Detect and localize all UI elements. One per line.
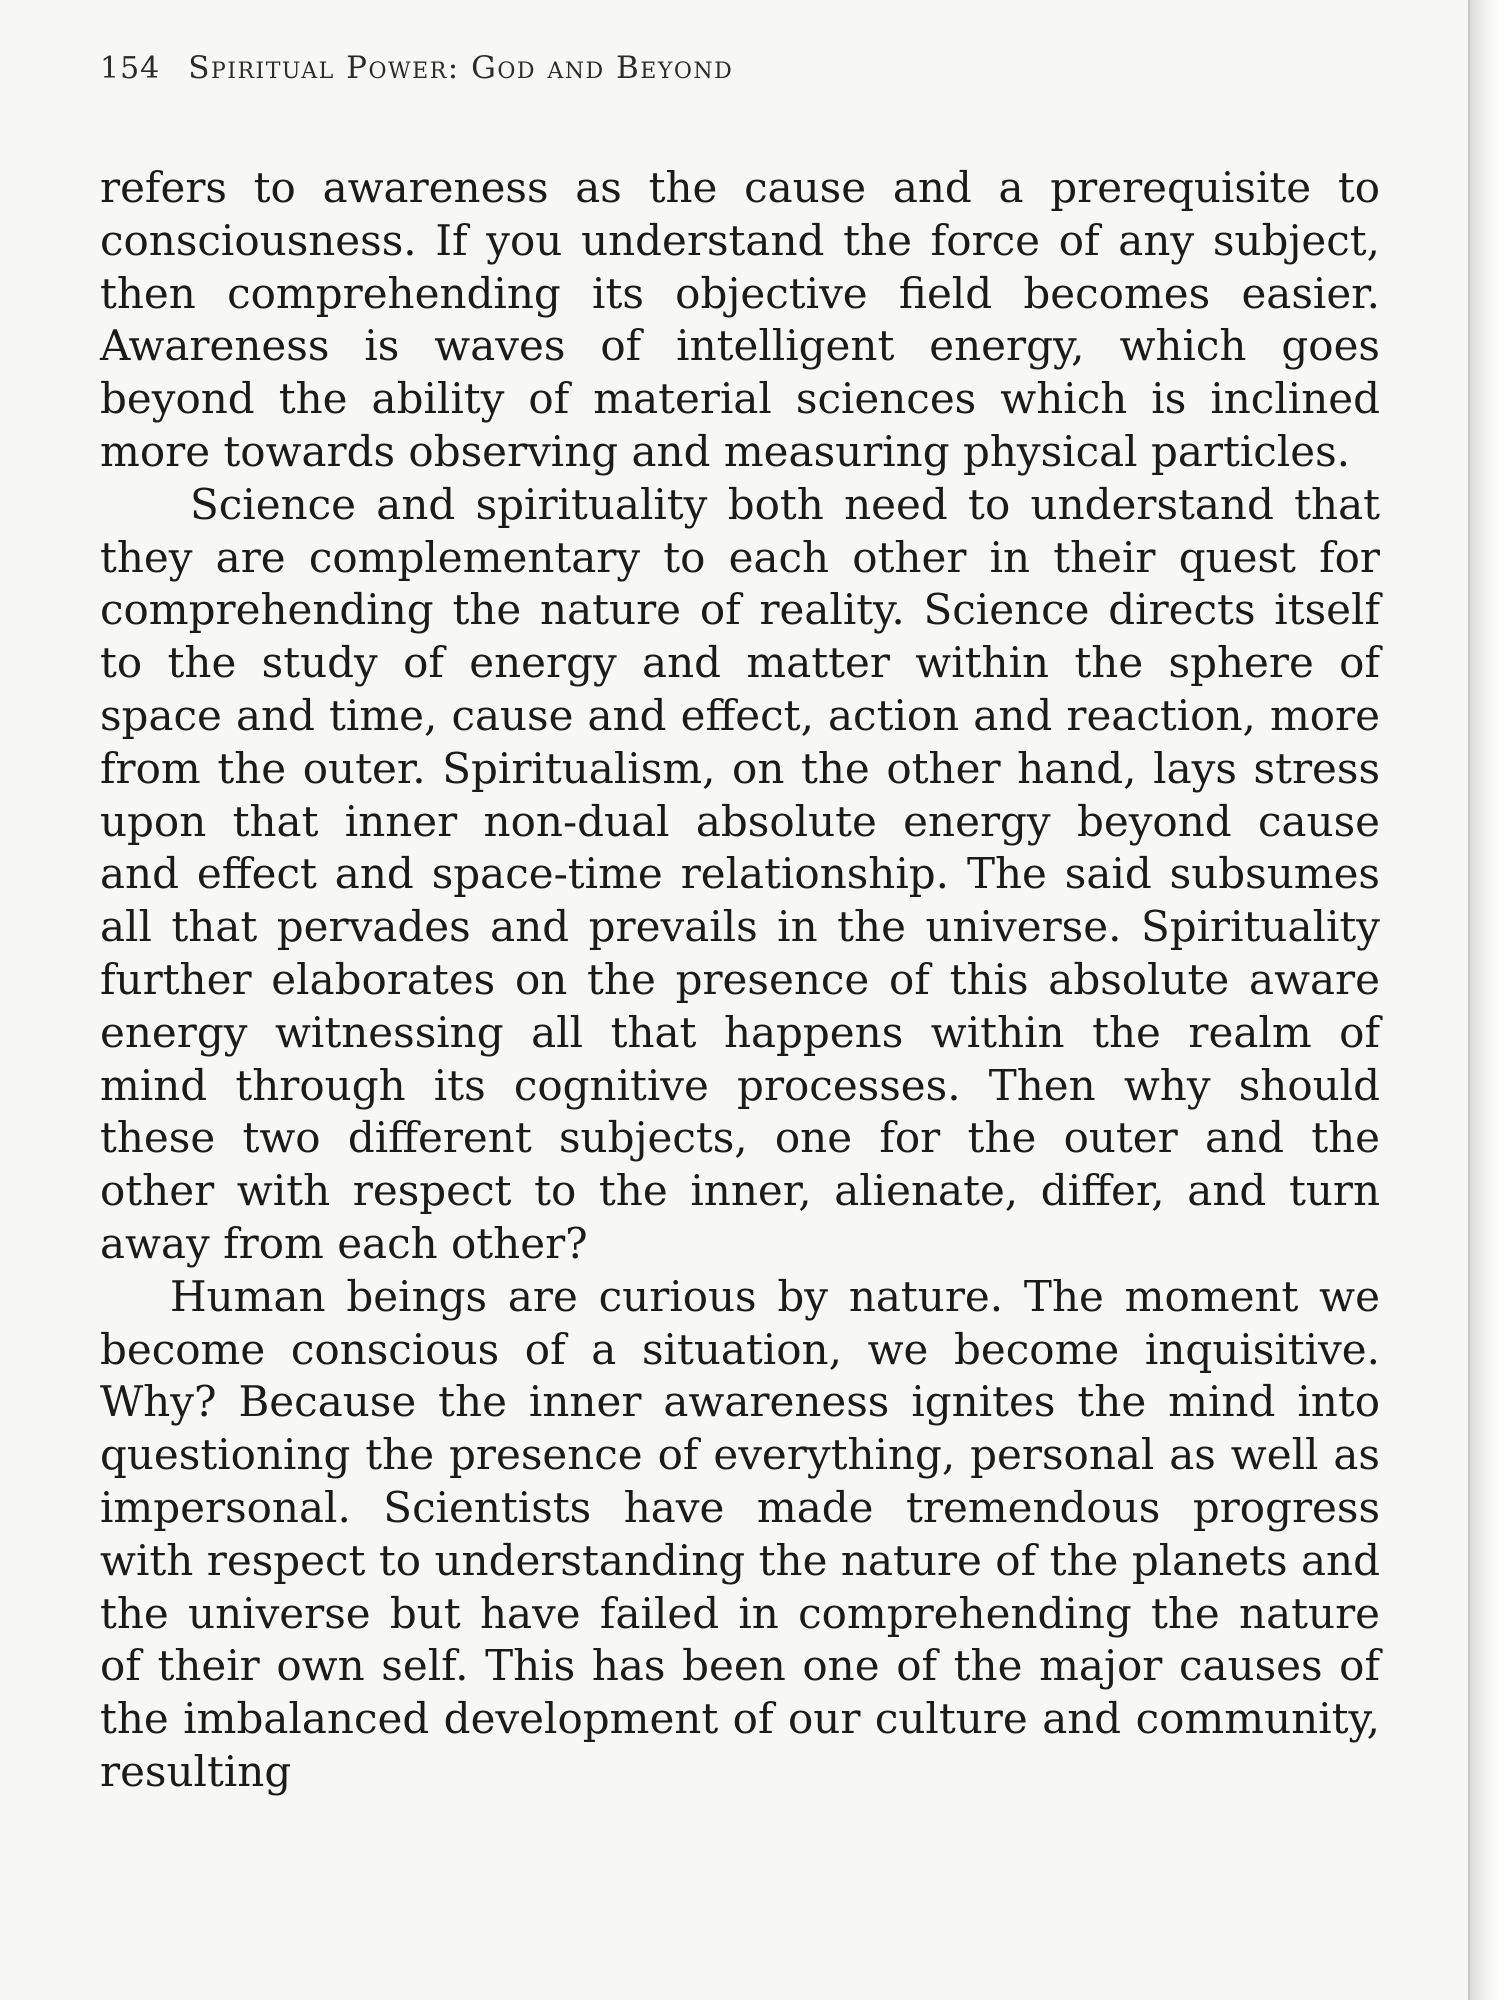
- page-edge: [1468, 0, 1500, 2000]
- body-text: [100, 162, 1380, 1799]
- paragraph-continued: refers to awareness as the cause and a prerequisite to consciousness. If you understand the force of any subject, then comprehending its objective field becomes easier. Awareness is waves of intelligent energy, which goes beyond the ability of material sciences which is inclined more towards observing and measuring physical particles.: [100, 163, 1380, 476]
- running-title: Spiritual Power: God and Beyond: [188, 50, 734, 86]
- running-head: [100, 48, 1380, 88]
- page-number: 154: [100, 50, 161, 86]
- paragraph: Human beings are curious by nature. The moment we become conscious of a situation, we become inquisitive. Why? Because the inner awareness ignites the mind into questioning the presence of everything, personal as well as impersonal. Scientists have made tremendous progress with respect to understanding the nature of the planets and the universe but have failed in comprehending the nature of their own self. This has been one of the major causes of the imbalanced development of our culture and community, resulting: [100, 1271, 1380, 1796]
- paragraph: Science and spirituality both need to understand that they are complementary to each other in their quest for comprehending the nature of reality. Science directs itself to the study of energy and matter within the sphere of space and time, cause and effect, action and reaction, more from the outer. Spiritualism, on the other hand, lays stress upon that inner non-dual absolute energy beyond cause and effect and space-time relationship. The said subsumes all that pervades and prevails in the universe. Spirituality further elaborates on the presence of this absolute aware energy witnessing all that happens within the realm of mind through its cognitive processes. Then why should these two different subjects, one for the outer and the other with respect to the inner, alienate, differ, and turn away from each other?: [100, 479, 1380, 1268]
